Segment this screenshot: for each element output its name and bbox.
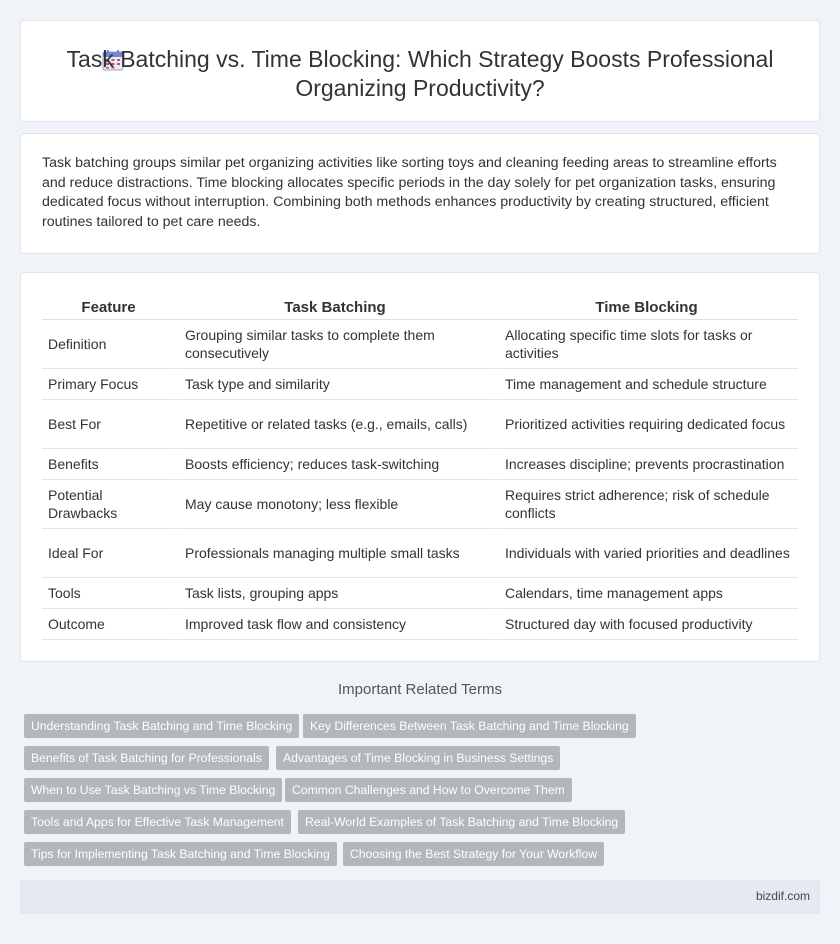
footer-site[interactable]: bizdif.com xyxy=(755,889,810,903)
row-feature: Potential Drawbacks xyxy=(42,480,175,529)
row-feature: Definition xyxy=(42,320,175,369)
related-terms-title: Important Related Terms xyxy=(338,681,502,698)
related-tag[interactable]: When to Use Task Batching vs Time Blocking xyxy=(24,778,282,802)
table-row xyxy=(42,529,798,578)
row-task-batching: Improved task flow and consistency xyxy=(175,609,495,640)
row-time-blocking: Time management and schedule structure xyxy=(495,369,798,400)
related-tag[interactable]: Understanding Task Batching and Time Blocking xyxy=(24,714,299,738)
page-title: Task Batching vs. Time Blocking: Which Strategy Boosts Professional Organizing Productivity? xyxy=(66,46,774,101)
header-time-blocking: Time Blocking xyxy=(495,297,798,320)
related-tag[interactable]: Real-World Examples of Task Batching and Time Blocking xyxy=(298,810,625,834)
header-task-batching: Task Batching xyxy=(175,297,495,320)
row-feature: Primary Focus xyxy=(42,369,175,400)
table-row xyxy=(42,320,798,369)
related-tag[interactable]: Tips for Implementing Task Batching and Time Blocking xyxy=(24,842,337,866)
row-task-batching: Task type and similarity xyxy=(175,369,495,400)
related-tag[interactable]: Benefits of Task Batching for Professionals xyxy=(24,746,269,770)
header-feature: Feature xyxy=(42,297,175,320)
related-tag[interactable]: Key Differences Between Task Batching and Time Blocking xyxy=(303,714,636,738)
row-feature: Outcome xyxy=(42,609,175,640)
row-time-blocking: Individuals with varied priorities and deadlines xyxy=(495,529,798,578)
intro-card xyxy=(20,133,820,254)
related-tag[interactable]: Choosing the Best Strategy for Your Workflow xyxy=(343,842,604,866)
table-row xyxy=(42,449,798,480)
table-row xyxy=(42,480,798,529)
row-feature: Best For xyxy=(42,400,175,449)
row-task-batching: May cause monotony; less flexible xyxy=(175,480,495,529)
row-task-batching: Professionals managing multiple small tasks xyxy=(175,529,495,578)
row-feature: Ideal For xyxy=(42,529,175,578)
table-header-row xyxy=(42,297,798,320)
row-time-blocking: Allocating specific time slots for tasks or activities xyxy=(495,320,798,369)
row-time-blocking: Increases discipline; prevents procrastination xyxy=(495,449,798,480)
related-tag[interactable]: Advantages of Time Blocking in Business Settings xyxy=(276,746,560,770)
row-time-blocking: Calendars, time management apps xyxy=(495,578,798,609)
row-time-blocking: Requires strict adherence; risk of schedule conflicts xyxy=(495,480,798,529)
title-card xyxy=(20,20,820,122)
table-row xyxy=(42,609,798,640)
comparison-table xyxy=(42,297,798,640)
footer xyxy=(20,880,820,914)
row-feature: Tools xyxy=(42,578,175,609)
related-tag[interactable]: Tools and Apps for Effective Task Management xyxy=(24,810,291,834)
table-row xyxy=(42,369,798,400)
row-task-batching: Task lists, grouping apps xyxy=(175,578,495,609)
row-task-batching: Grouping similar tasks to complete them consecutively xyxy=(175,320,495,369)
row-task-batching: Boosts efficiency; reduces task-switching xyxy=(175,449,495,480)
row-time-blocking: Structured day with focused productivity xyxy=(495,609,798,640)
table-row xyxy=(42,578,798,609)
intro-text: Task batching groups similar pet organizing activities like sorting toys and cleaning feeding areas to streamline efforts and reduce distractions. Time blocking allocates specific periods in the day solely for pet organization tasks, ensuring dedicated focus without interruption. Combining both methods enhances productivity by creating structured, efficient routines tailored to pet care needs. xyxy=(42,155,777,230)
row-task-batching: Repetitive or related tasks (e.g., emails, calls) xyxy=(175,400,495,449)
row-feature: Benefits xyxy=(42,449,175,480)
related-tag[interactable]: Common Challenges and How to Overcome Them xyxy=(285,778,572,802)
table-row xyxy=(42,400,798,449)
row-time-blocking: Prioritized activities requiring dedicated focus xyxy=(495,400,798,449)
comparison-card xyxy=(20,272,820,662)
